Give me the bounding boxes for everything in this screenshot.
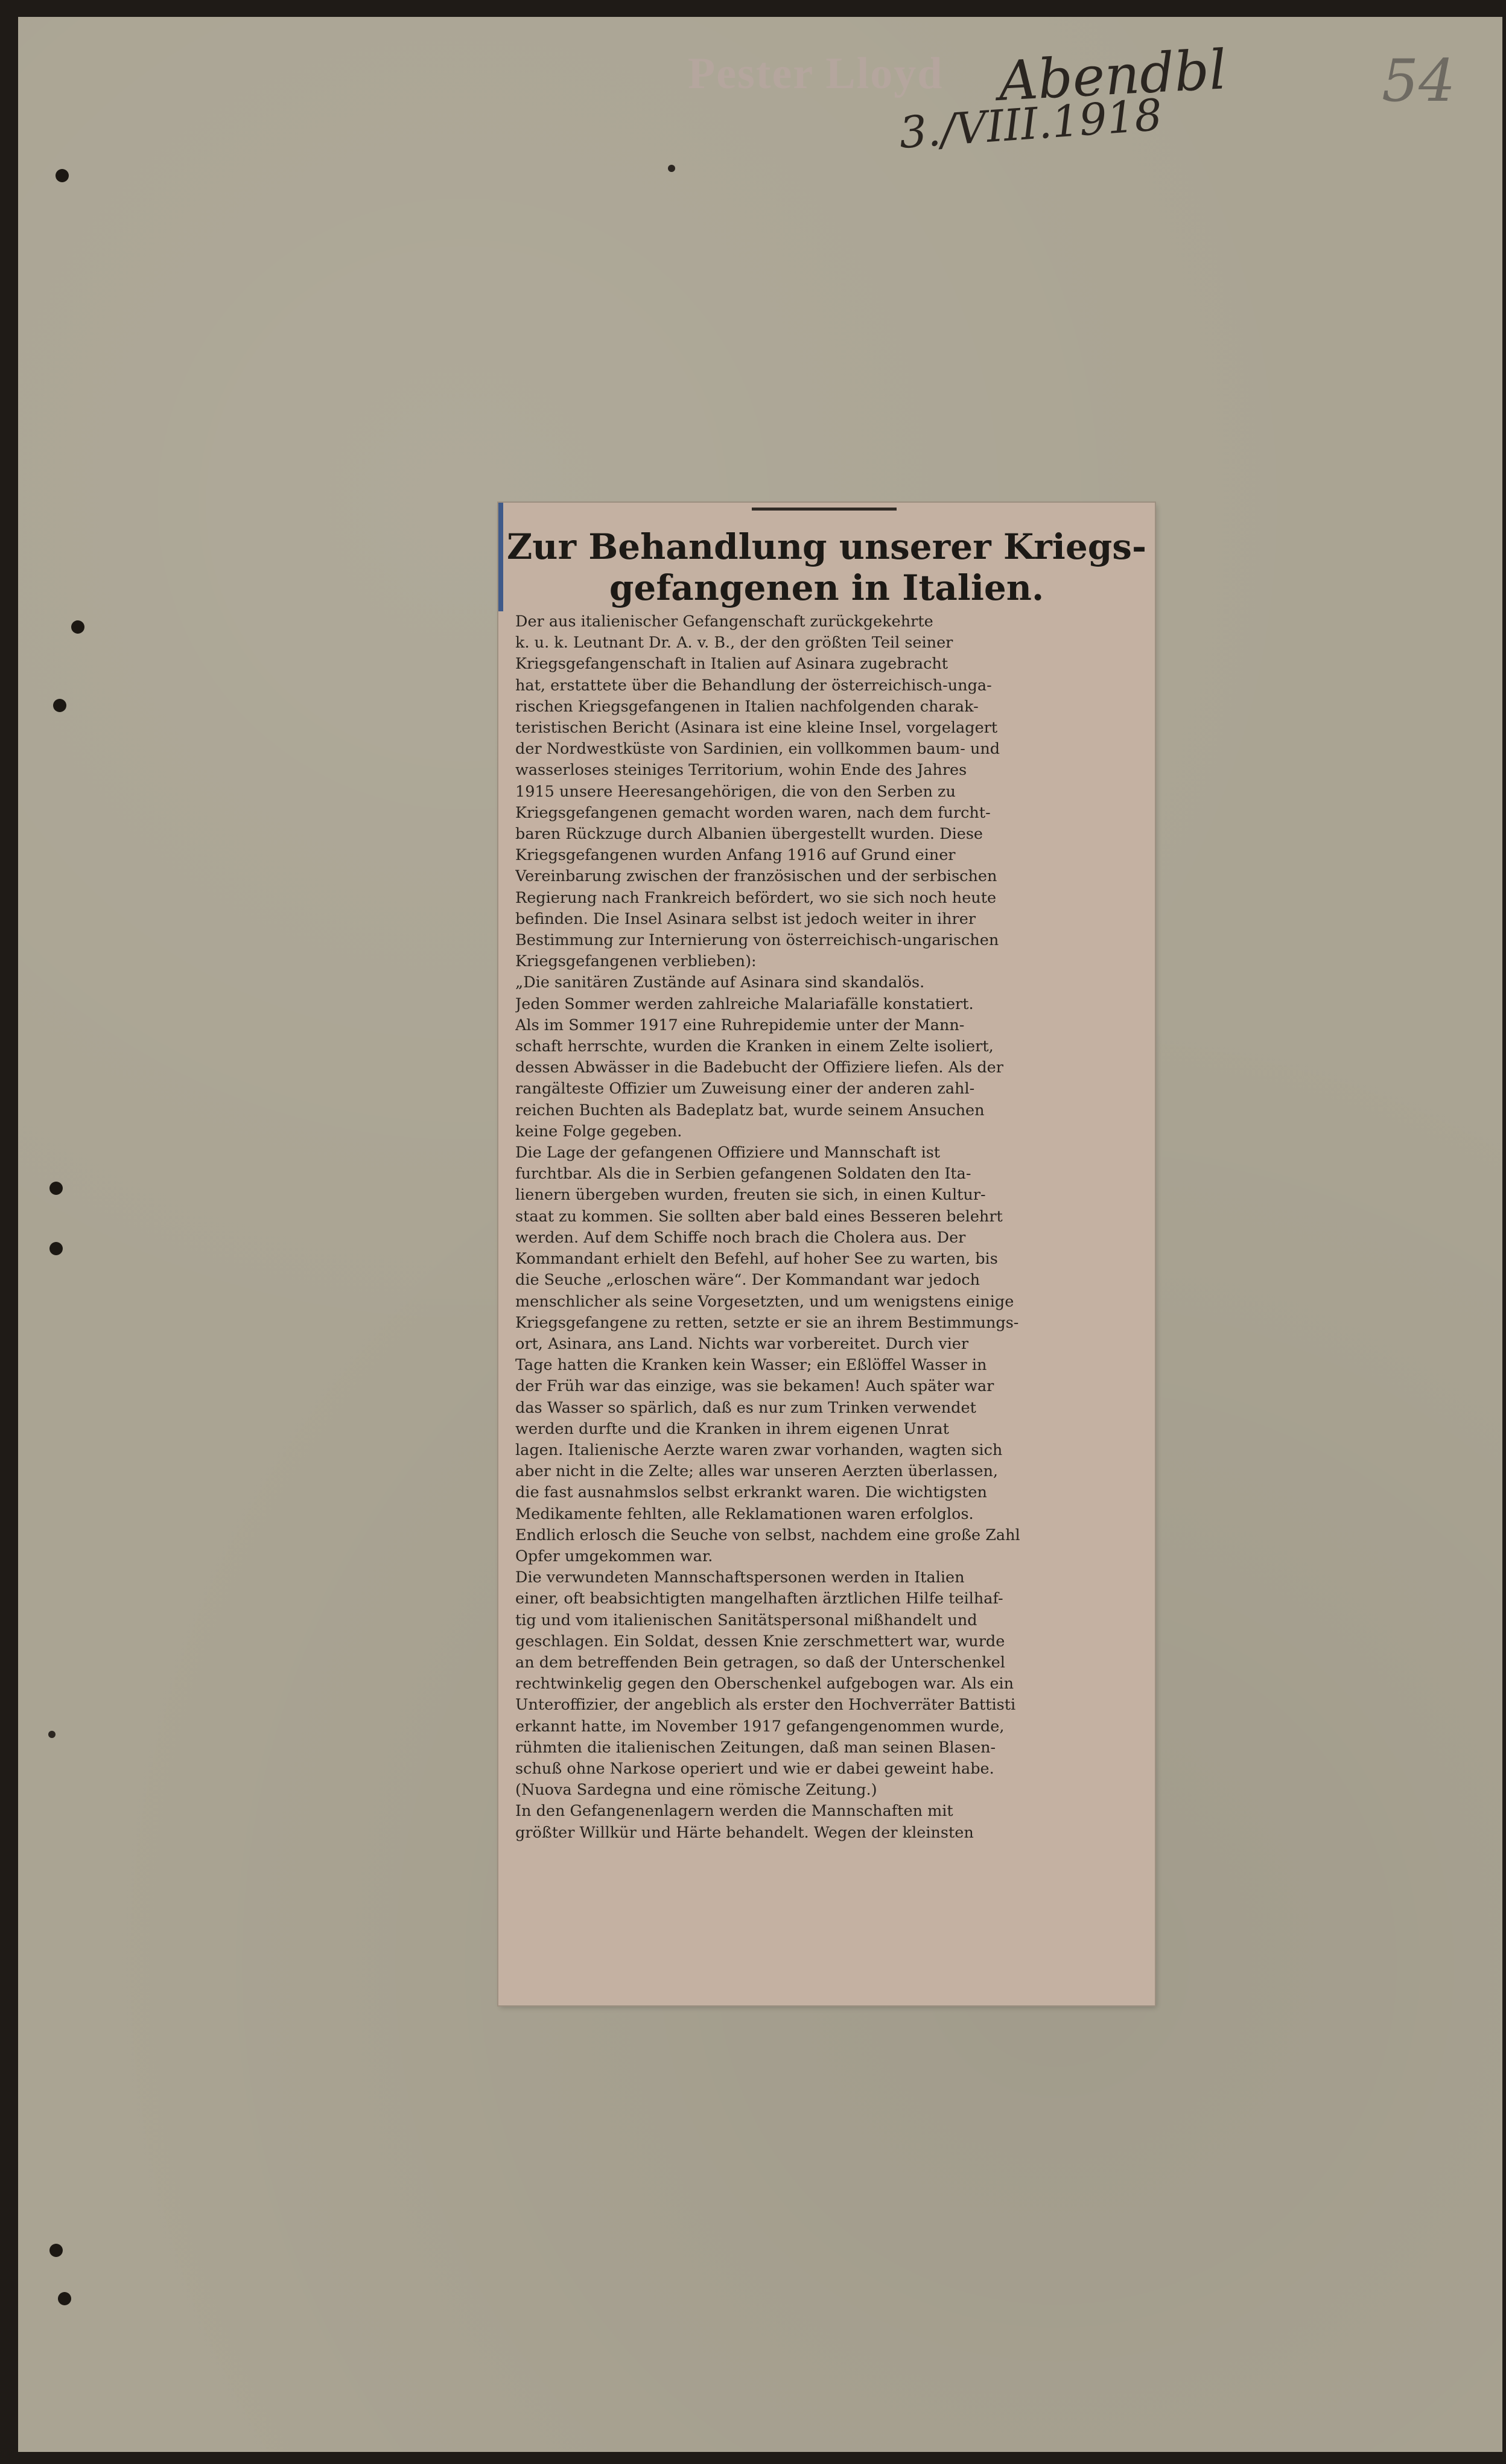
article-line: rangälteste Offizier um Zuweisung einer der anderen zahl-: [515, 1080, 975, 1098]
article-line: erkannt hatte, im November 1917 gefangengenommen wurde,: [515, 1717, 1005, 1736]
article-line: die Seuche „erloschen wäre“. Der Kommandant war jedoch: [515, 1271, 980, 1290]
article-line: einer, oft beabsichtigten mangelhaften ärztlichen Hilfe teilhaf-: [515, 1590, 1003, 1608]
article-line: Regierung nach Frankreich befördert, wo sie sich noch heute: [515, 888, 997, 907]
article-line: Kriegsgefangenen wurden Anfang 1916 auf Grund einer: [515, 846, 956, 865]
article-line: teristischen Bericht (Asinara ist eine kleine Insel, vorgelagert: [515, 719, 998, 737]
article-line: befinden. Die Insel Asinara selbst ist jedoch weiter in ihrer: [515, 909, 976, 928]
article-line: lienern übergeben wurden, freuten sie sich, in einen Kultur-: [515, 1186, 986, 1205]
article-line: furchtbar. Als die in Serbien gefangenen Soldaten den Ita-: [515, 1165, 971, 1183]
handwritten-edition: Abendbl: [997, 38, 1228, 113]
clipping-rule: [752, 508, 897, 511]
article-line: der Nordwestküste von Sardinien, ein vollkommen baum- und: [515, 740, 1000, 759]
article-line: werden. Auf dem Schiffe noch brach die Cholera aus. Der: [515, 1228, 966, 1247]
article-line: rechtwinkelig gegen den Oberschenkel aufgebogen war. Als ein: [515, 1675, 1014, 1693]
article-line: ort, Asinara, ans Land. Nichts war vorbereitet. Durch vier: [515, 1334, 969, 1353]
binding-hole: [49, 2244, 63, 2257]
article-line: an dem betreffenden Bein getragen, so daß der Unterschenkel: [515, 1653, 1005, 1672]
article-line: Der aus italienischer Gefangenschaft zurückgekehrte: [515, 613, 933, 631]
article-line: Medikamente fehlten, alle Reklamationen waren erfolglos.: [515, 1504, 974, 1523]
binding-hole: [49, 1182, 63, 1195]
article-line: die fast ausnahmslos selbst erkrankt waren. Die wichtigsten: [515, 1483, 987, 1502]
article-line: rischen Kriegsgefangenen in Italien nachfolgenden charak-: [515, 697, 979, 716]
article-line: (Nuova Sardegna und eine römische Zeitung.): [515, 1781, 877, 1800]
article-line: 1915 unsere Heeresangehörigen, die von den Serben zu: [515, 782, 956, 801]
article-line: Als im Sommer 1917 eine Ruhrepidemie unter der Mann-: [515, 1016, 965, 1034]
article-line: k. u. k. Leutnant Dr. A. v. B., der den größten Teil seiner: [515, 634, 953, 652]
article-line: das Wasser so spärlich, daß es nur zum Trinken verwendet: [515, 1398, 976, 1417]
binding-hole: [71, 620, 84, 634]
article-line: Die Lage der gefangenen Offiziere und Mannschaft ist: [515, 1144, 941, 1162]
paper-speck: [668, 165, 675, 172]
article-line: In den Gefangenenlagern werden die Mannschaften mit: [515, 1802, 953, 1821]
article-line: Kommandant erhielt den Befehl, auf hoher See zu warten, bis: [515, 1250, 998, 1269]
article-line: Endlich erlosch die Seuche von selbst, nachdem eine große Zahl: [515, 1526, 1020, 1544]
article-line: rühmten die italienischen Zeitungen, daß man seinen Blasen-: [515, 1738, 996, 1757]
article-body: [515, 611, 1143, 1844]
page-number: 54: [1382, 47, 1456, 115]
article-line: geschlagen. Ein Soldat, dessen Knie zerschmettert war, wurde: [515, 1632, 1005, 1651]
article-line: keine Folge gegeben.: [515, 1122, 682, 1141]
article-line: schuß ohne Narkose operiert und wie er dabei geweint habe.: [515, 1759, 994, 1778]
publication-stamp: Pester Lloyd: [688, 49, 944, 98]
article-line: lagen. Italienische Aerzte waren zwar vorhanden, wagten sich: [515, 1441, 1003, 1459]
article-line: dessen Abwässer in die Badebucht der Offiziere liefen. Als der: [515, 1059, 1003, 1077]
article-line: werden durfte und die Kranken in ihrem eigenen Unrat: [515, 1419, 949, 1438]
article-line: reichen Buchten als Badeplatz bat, wurde seinem Ansuchen: [515, 1101, 985, 1119]
article-line: Opfer umgekommen war.: [515, 1547, 713, 1565]
article-line: hat, erstattete über die Behandlung der österreichisch-unga-: [515, 676, 992, 695]
article-line: Bestimmung zur Internierung von österreichisch-ungarischen: [515, 931, 999, 950]
article-line: Kriegsgefangenen verblieben):: [515, 952, 757, 971]
article-line: Vereinbarung zwischen der französischen und der serbischen: [515, 867, 997, 886]
article-line: baren Rückzuge durch Albanien übergestellt wurden. Diese: [515, 825, 983, 844]
paper-speck: [48, 1731, 56, 1738]
article-line: tig und vom italienischen Sanitätspersonal mißhandelt und: [515, 1611, 977, 1629]
article-line: aber nicht in die Zelte; alles war unseren Aerzten überlassen,: [515, 1462, 999, 1481]
binding-hole: [58, 2292, 71, 2305]
article-line: wasserloses steiniges Territorium, wohin Ende des Jahres: [515, 761, 967, 780]
binding-hole: [56, 169, 69, 182]
article-line: schaft herrschte, wurden die Kranken in einem Zelte isoliert,: [515, 1037, 994, 1056]
article-line: Kriegsgefangene zu retten, setzte er sie an ihrem Bestimmungs-: [515, 1313, 1019, 1332]
article-headline-line-1: Zur Behandlung unserer Kriegs-: [506, 526, 1147, 567]
handwritten-date: 3./VIII.1918: [897, 89, 1164, 159]
article-line: „Die sanitären Zustände auf Asinara sind skandalös.: [515, 973, 925, 992]
article-line: Jeden Sommer werden zahlreiche Malariafälle konstatiert.: [515, 995, 974, 1013]
article-line: Kriegsgefangenen gemacht worden waren, nach dem furcht-: [515, 803, 991, 822]
article-line: Die verwundeten Mannschaftspersonen werden in Italien: [515, 1568, 965, 1587]
binding-hole: [49, 1242, 63, 1255]
article-line: staat zu kommen. Sie sollten aber bald eines Besseren belehrt: [515, 1207, 1003, 1226]
binding-hole: [53, 699, 66, 712]
article-line: größter Willkür und Härte behandelt. Wegen der kleinsten: [515, 1823, 974, 1842]
newspaper-clipping: [498, 503, 1155, 2005]
article-line: Kriegsgefangenschaft in Italien auf Asinara zugebracht: [515, 655, 948, 673]
article-line: Unteroffizier, der angeblich als erster den Hochverräter Battisti: [515, 1696, 1016, 1714]
article-headline-line-2: gefangenen in Italien.: [609, 567, 1044, 608]
article-line: menschlicher als seine Vorgesetzten, und um wenigstens einige: [515, 1292, 1014, 1311]
article-line: Tage hatten die Kranken kein Wasser; ein Eßlöffel Wasser in: [515, 1356, 987, 1375]
article-line: der Früh war das einzige, was sie bekamen! Auch später war: [515, 1377, 994, 1396]
